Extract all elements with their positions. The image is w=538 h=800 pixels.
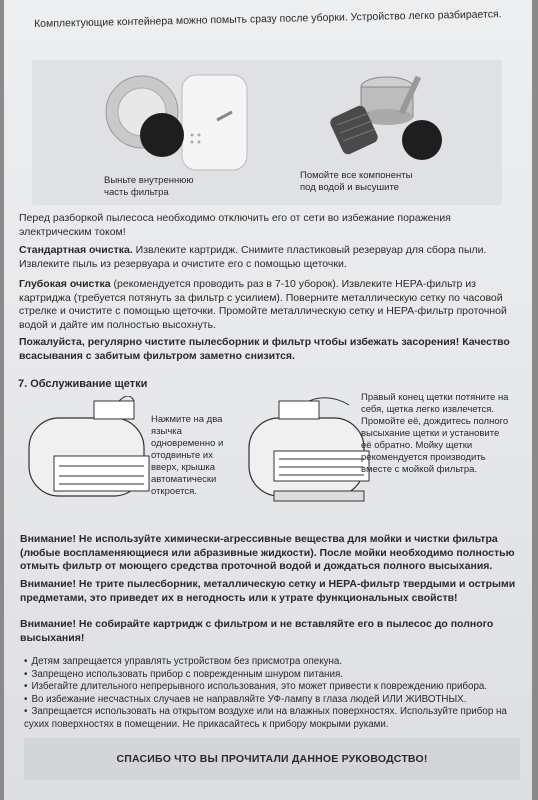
right-caption-line-1: Помойте все компоненты	[300, 170, 413, 181]
list-item: • Во избежание несчастных случаев не направляйте УФ-лампу в глаза людей ИЛИ ЖИВОТНЫХ.	[24, 694, 524, 707]
cleaning-illustration-panel	[32, 60, 502, 205]
left-caption-line-1: Выньте внутреннюю	[104, 175, 194, 186]
warning-dry-before-assembly: Внимание! Не собирайте картридж с фильтром и не вставляйте его в пылесос до полного высыхания!	[20, 618, 494, 644]
left-caption	[104, 175, 224, 199]
left-caption-line-2: часть фильтра	[104, 187, 169, 198]
standard-cleaning-text: Извлеките картридж. Снимите пластиковый резервуар для сбора пыли. Извлеките пыль из резервуара и очистите его с помощью щеточки.	[19, 244, 487, 270]
wash-components-illustration	[307, 65, 467, 185]
warning-chemicals: Внимание! Не используйте химически-агрессивные вещества для мойки и чистки фильтра (любые воспламеняющиеся или абразивные жидкости). После мойки необходимо полностью отмыть фильтр от моющего средства проточной водой и дождаться полного высыхания.	[20, 533, 515, 572]
header-text: Комплектующие контейнера можно помыть сразу после уборки. Устройство легко разбирается.	[34, 8, 502, 30]
latch-instructions: Нажмите на два язычка одновременно и отодвиньте их вверх, крышка автоматически откроется.	[151, 414, 224, 497]
deep-cleaning	[19, 278, 519, 332]
right-caption	[300, 170, 430, 194]
standard-cleaning	[19, 244, 519, 271]
list-item: • Запрещается использовать на открытом воздухе или на влажных поверхностях. Используйте прибор на сухих поверхностях в помещении. Не прикасайтесь к прибору мокрыми руками.	[24, 706, 524, 731]
manual-page	[4, 0, 532, 800]
footer-banner	[24, 738, 520, 780]
brush-removal-instructions: Правый конец щетки потяните на себя, щетка легко извлечется. Промойте её, дождитесь полного высыхание щетки и установите её обратно. Мойку щетки рекомендуется производить вместе с мойкой фильтра.	[361, 392, 509, 475]
disconnect-warning: Перед разборкой пылесоса необходимо отключить его от сети во избежание поражения электрическим током!	[19, 212, 451, 238]
list-item: • Запрещено использовать прибор с поврежденным шнуром питания.	[24, 669, 524, 682]
warning-sharp-objects: Внимание! Не трите пылесборник, металлическую сетку и HEPA-фильтр твердыми и острыми предметами, это приведет их в негодность или к утрате функциональных свойств!	[20, 578, 516, 604]
list-item: • Детям запрещается управлять устройством без присмотра опекуна.	[24, 656, 524, 669]
footer-text: СПАСИБО ЧТО ВЫ ПРОЧИТАЛИ ДАННОЕ РУКОВОДСТВО!	[116, 753, 428, 765]
right-caption-line-2: под водой и высушите	[300, 182, 399, 193]
section-title: 7. Обслуживание щетки	[18, 378, 148, 390]
remove-filter-illustration	[87, 70, 257, 190]
deep-cleaning-title: Глубокая очистка	[19, 278, 111, 290]
list-item: • Избегайте длительного непрерывного использования, это может привести к повреждению прибора.	[24, 681, 524, 694]
safety-list	[24, 656, 524, 731]
regular-cleaning-reminder: Пожалуйста, регулярно чистите пылесборник и фильтр чтобы избежать засорения! Качество всасывания с забитым фильтром заметно снизится.	[19, 336, 510, 362]
deep-cleaning-text: (рекомендуется проводить раз в 7-10 уборок). Извлеките HEPA-фильтр из картриджа (требуется потянуть за фильтр с усилием). Поверните металлическую сетку по часовой стрелке и очистите с помощью щеточки. Промойте металлическую сетку и HEPA-фильтр проточной водой и дайте им полностью высохнуть.	[19, 278, 507, 331]
standard-cleaning-title: Стандартная очистка.	[19, 244, 133, 256]
